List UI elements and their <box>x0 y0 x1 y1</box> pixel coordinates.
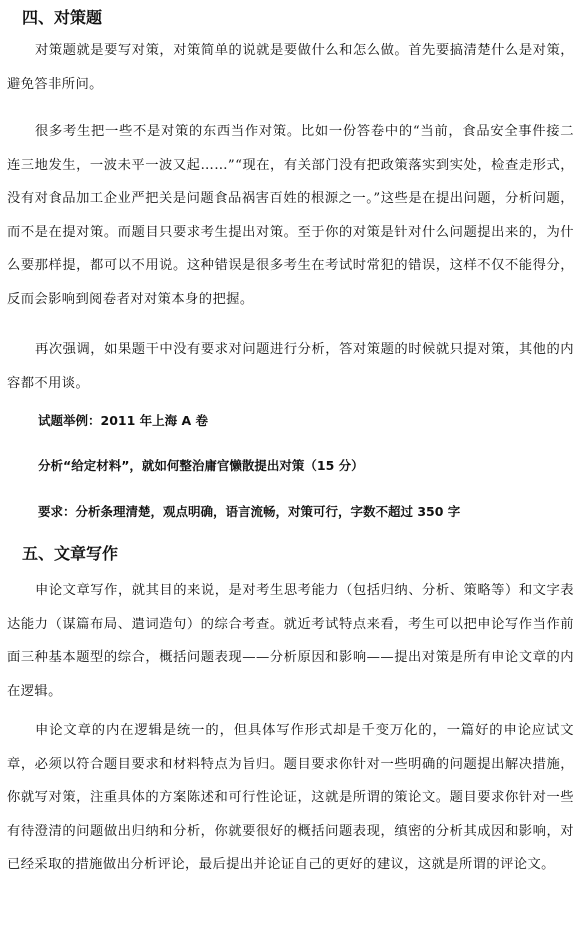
paragraph: 再次强调，如果题干中没有要求对问题进行分析，答对策题的时候就只提对策，其他的内容都不用谈。 <box>7 342 574 391</box>
section-heading-essay-writing: 五、文章写作 <box>22 544 119 563</box>
example-requirement: 要求：分析条理清楚，观点明确，语言流畅，对策可行，字数不超过 350 字 <box>38 504 461 519</box>
section-heading-countermeasures: 四、对策题 <box>22 8 103 27</box>
paragraph: 申论文章写作，就其目的来说，是对考生思考能力（包括归纳、分析、策略等）和文字表达能力（谋篇布局、遣词造句）的综合考查。就近考试特点来看，考生可以把申论写作当作前面三种基本题型的综合，概括问题表现——分析原因和影响——提出对策是所有申论文章的内在逻辑。 <box>7 583 574 699</box>
example-question: 分析“给定材料”，就如何整治庸官懒散提出对策（15 分） <box>38 458 364 473</box>
paragraph: 很多考生把一些不是对策的东西当作对策。比如一份答卷中的“当前，食品安全事件接二连三地发生，一波未平一波又起……”“现在，有关部门没有把政策落实到实处，检查走形式，没有对食品加工企业严把关是问题食品祸害百姓的根源之一。”这些是在提出问题，分析问题，而不是在提对策。而题目只要求考生提出对策。至于你的对策是针对什么问题提出来的，为什么要那样提，都可以不用说。这种错误是很多考生在考试时常犯的错误，这样不仅不能得分，反而会影响到阅卷者对对策本身的把握。 <box>7 124 574 307</box>
paragraph: 对策题就是要写对策，对策简单的说就是要做什么和怎么做。首先要搞清楚什么是对策，避免答非所问。 <box>7 43 574 92</box>
paragraph: 申论文章的内在逻辑是统一的，但具体写作形式却是千变万化的，一篇好的申论应试文章，必须以符合题目要求和材料特点为旨归。题目要求你针对一些明确的问题提出解决措施，你就写对策，注重具体的方案陈述和可行性论证，这就是所谓的策论文。题目要求你针对一些有待澄清的问题做出归纳和分析，你就要很好的概括问题表现，缜密的分析其成因和影响，对已经采取的措施做出分析评论，最后提出并论证自己的更好的建议，这就是所谓的评论文。 <box>7 723 574 872</box>
example-label: 试题举例：2011 年上海 A 卷 <box>38 413 209 428</box>
